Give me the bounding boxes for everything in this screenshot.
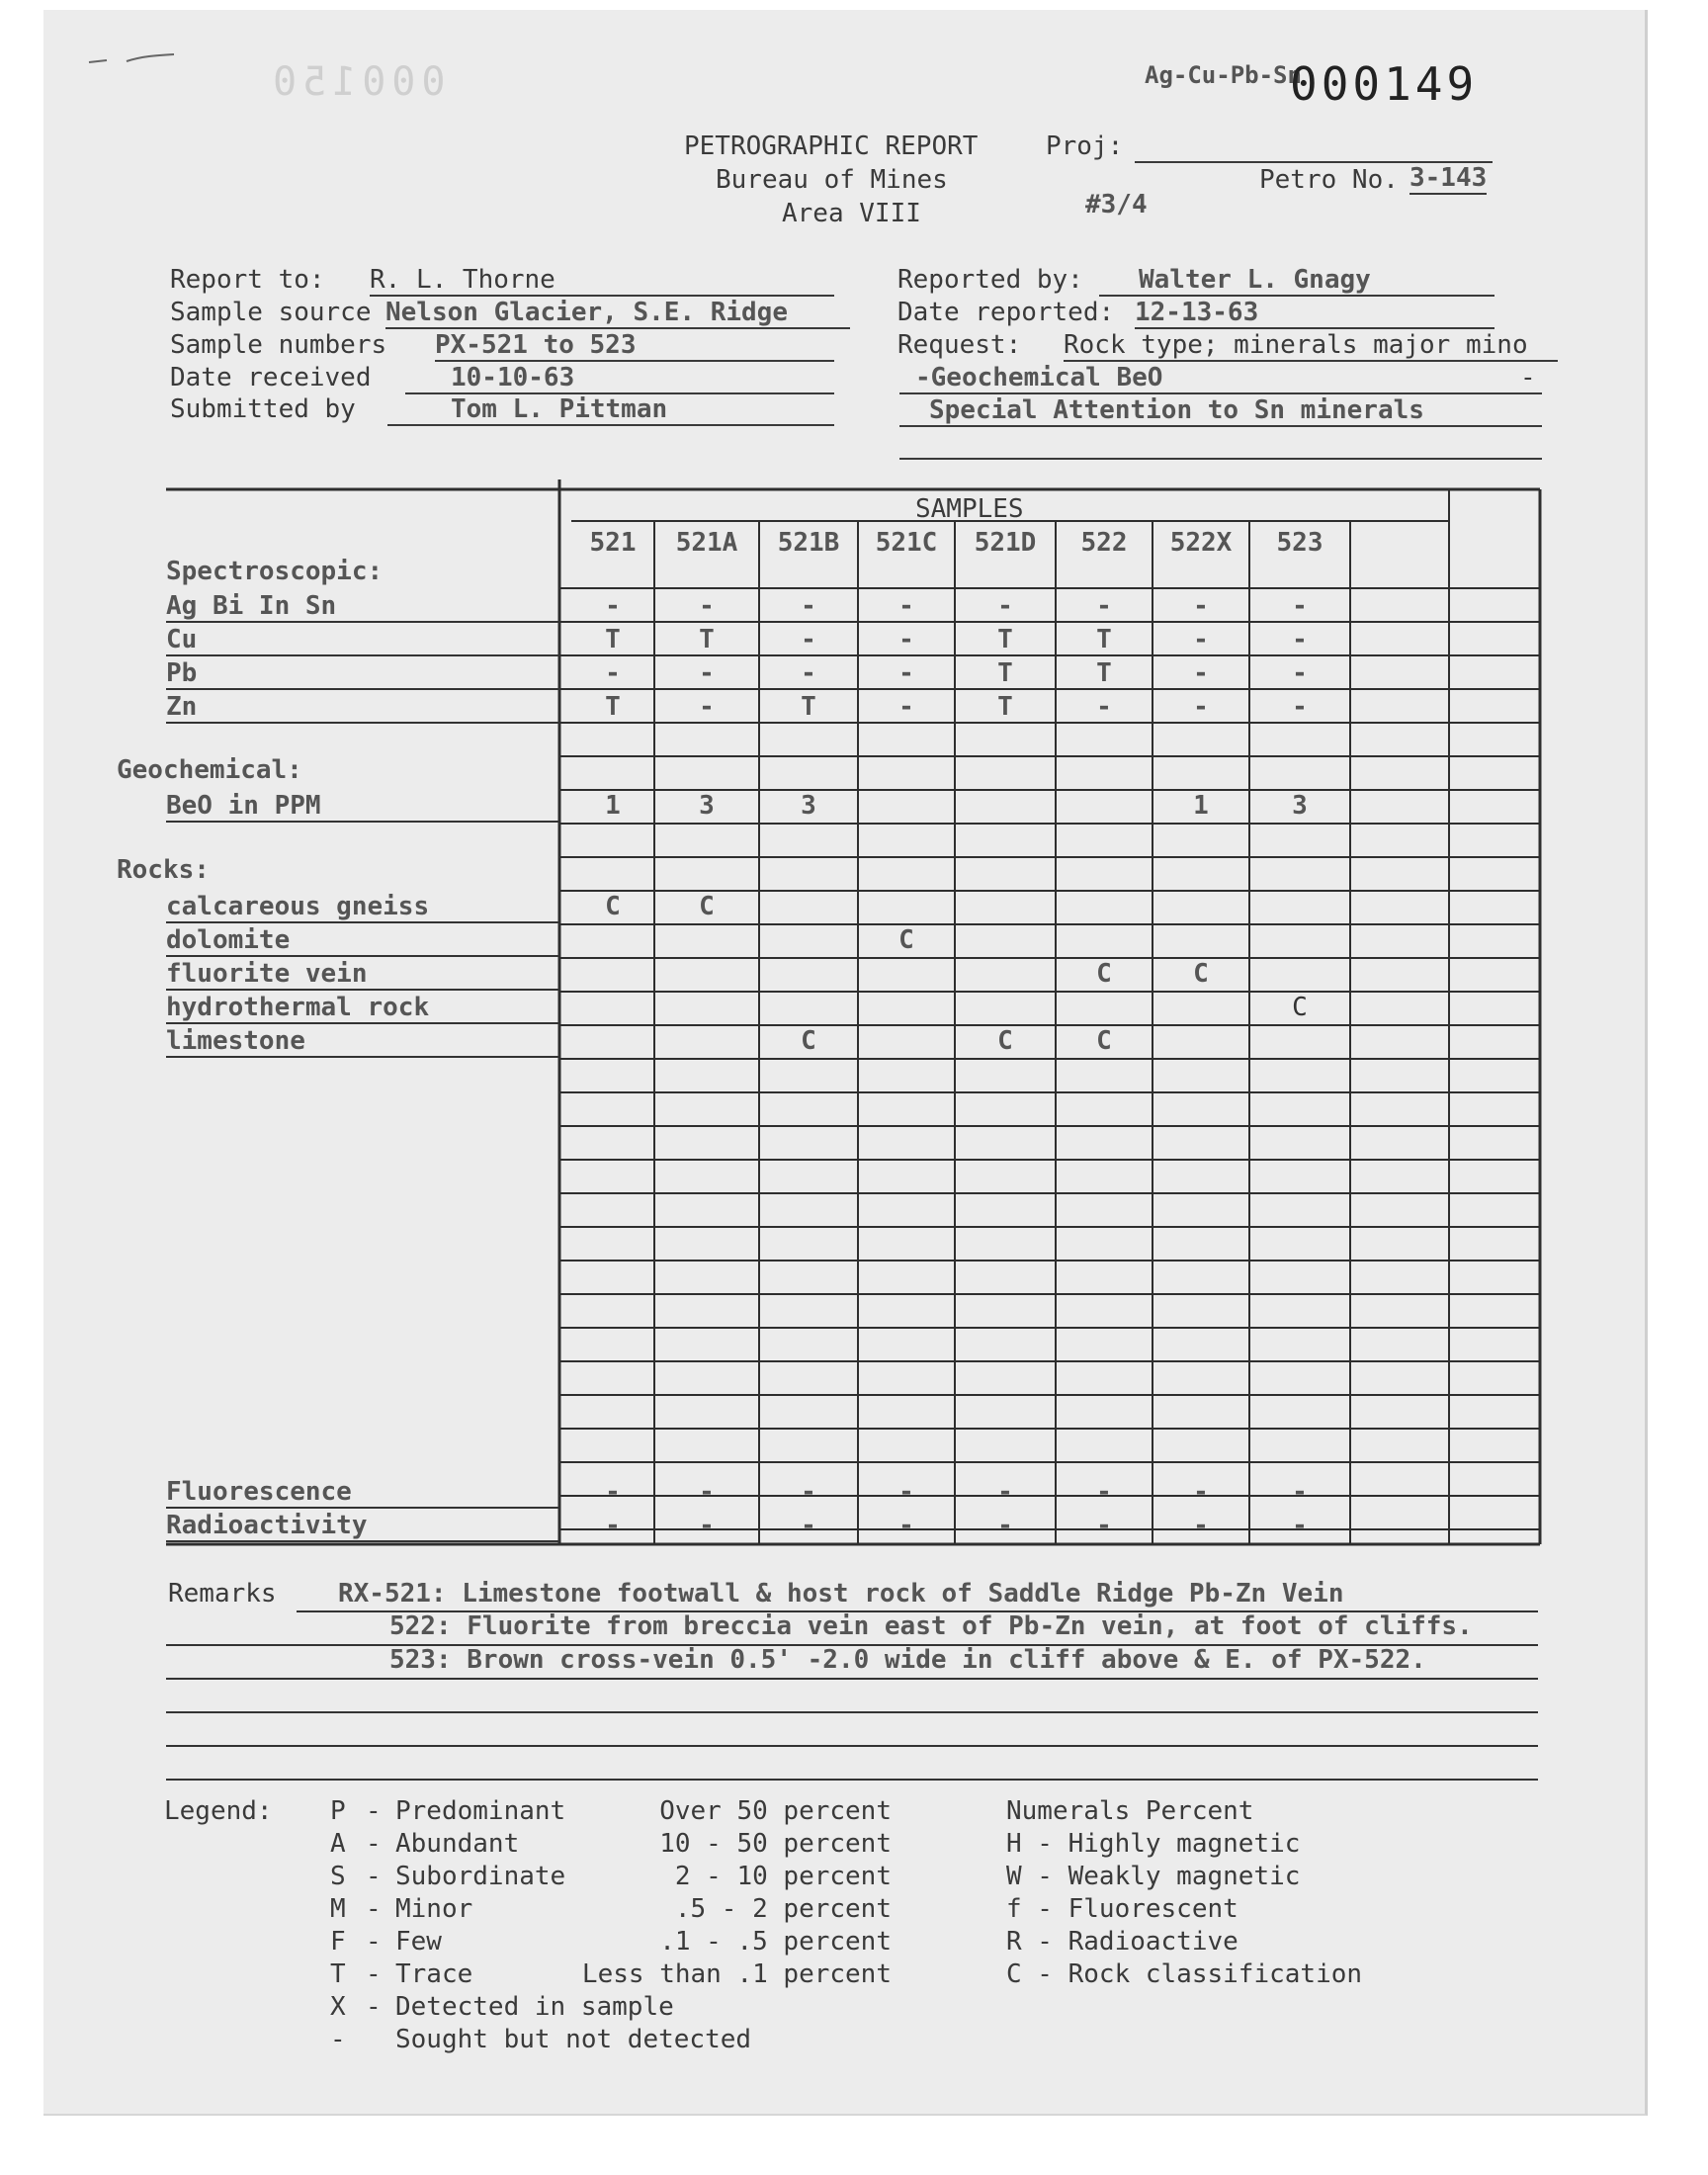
column-header-521D: 521D (974, 528, 1037, 558)
legend-description: Detected in sample (395, 1992, 674, 2022)
table-cell: - (1193, 658, 1209, 688)
legend-key-item: f - Fluorescent (1006, 1894, 1238, 1924)
row-label: BeO in PPM (166, 791, 321, 821)
table-cell: T (1096, 658, 1112, 688)
table-cell: - (1193, 1511, 1209, 1540)
legend-key-item: W - Weakly magnetic (1006, 1862, 1301, 1891)
sheet-number: #3/4 (1085, 190, 1148, 219)
legend-key-item: Numerals Percent (1006, 1796, 1254, 1826)
row-label: calcareous gneiss (166, 892, 430, 921)
row-rule (166, 989, 559, 991)
legend-description: Predominant (395, 1796, 566, 1826)
table-cell: - (801, 625, 816, 654)
table-cell: - (997, 1477, 1013, 1507)
faint-number: 000150 (267, 59, 446, 105)
table-cell: - (1292, 591, 1308, 621)
legend-description: Trace (395, 1959, 473, 1989)
table-cell: - (605, 591, 621, 621)
table-cell: C (1096, 959, 1112, 989)
table-cell: - (898, 1511, 914, 1540)
submitted-by-value: Tom L. Pittman (387, 394, 834, 426)
table-cell: - (898, 1477, 914, 1507)
table-cell: 3 (1292, 791, 1308, 821)
table-cell: - (605, 658, 621, 688)
rocks-heading: Rocks: (117, 855, 210, 885)
legend-dash: - (366, 1829, 382, 1859)
table-cell: - (801, 1511, 816, 1540)
report-to-value: R. L. Thorne (370, 265, 834, 297)
legend-description: Subordinate (395, 1862, 566, 1891)
table-cell: - (1096, 692, 1112, 722)
bureau-line: Bureau of Mines (716, 165, 948, 195)
row-label: fluorite vein (166, 959, 368, 989)
row-label: Cu (166, 625, 198, 654)
legend-range: .1 - .5 percent (659, 1927, 892, 1957)
table-cell: T (997, 625, 1013, 654)
legend-dash: - (366, 1959, 382, 1989)
row-label: hydrothermal rock (166, 993, 430, 1022)
remark-line-1: RX-521: Limestone footwall & host rock of Saddle Ridge Pb-Zn Vein (338, 1579, 1344, 1609)
legend-label: Legend: (164, 1796, 273, 1826)
table-cell: - (1096, 591, 1112, 621)
table-cell: - (898, 692, 914, 722)
table-cell: T (605, 692, 621, 722)
table-cell: 1 (1193, 791, 1209, 821)
legend-dash: - (366, 1796, 382, 1826)
row-label: Ag Bi In Sn (166, 591, 337, 621)
table-cell: C (1096, 1026, 1112, 1056)
column-header-521C: 521C (875, 528, 938, 558)
request-line-2-tail: - (1520, 363, 1536, 392)
table-cell: - (699, 1511, 715, 1540)
row-rule (166, 921, 559, 923)
samples-header: SAMPLES (915, 494, 1024, 524)
table-cell: - (605, 1511, 621, 1540)
row-rule (166, 722, 559, 724)
date-received-label: Date received (170, 363, 372, 392)
table-cell: - (898, 591, 914, 621)
table-cell: - (699, 1477, 715, 1507)
column-header-521A: 521A (675, 528, 738, 558)
request-line-4 (899, 430, 1542, 460)
table-cell: T (997, 692, 1013, 722)
request-line-1: Rock type; minerals major mino (1064, 330, 1558, 362)
legend-code: T (330, 1959, 346, 1989)
corner-scribble (87, 51, 176, 61)
table-cell: - (1292, 1511, 1308, 1540)
table-cell: - (699, 658, 715, 688)
table-cell: 3 (801, 791, 816, 821)
table-cell: - (1292, 692, 1308, 722)
row-rule (166, 654, 559, 656)
legend-code: P (330, 1796, 346, 1826)
submitted-by-label: Submitted by (170, 394, 356, 424)
sample-table-grid (0, 465, 1708, 1651)
table-cell: 1 (605, 791, 621, 821)
petro-label: Petro No. (1259, 165, 1399, 195)
table-cell: C (1292, 993, 1308, 1022)
row-rule (166, 1507, 559, 1509)
proj-label: Proj: (1046, 131, 1124, 161)
table-cell: T (699, 625, 715, 654)
row-label: Zn (166, 692, 198, 722)
table-cell: - (801, 591, 816, 621)
legend-dash: - (366, 1992, 382, 2022)
request-line-2: -Geochemical BeO (899, 363, 1542, 394)
legend-range: 10 - 50 percent (659, 1829, 892, 1859)
request-line-3: Special Attention to Sn minerals (899, 395, 1542, 427)
legend-range: .5 - 2 percent (674, 1894, 892, 1924)
reported-by-value: Walter L. Gnagy (1099, 265, 1494, 297)
legend-dash: - (366, 1894, 382, 1924)
table-cell: - (1193, 591, 1209, 621)
table-cell: - (997, 591, 1013, 621)
table-cell: 3 (699, 791, 715, 821)
table-cell: - (1292, 625, 1308, 654)
stamp-number: 000149 (1290, 57, 1479, 111)
sample-source-label: Sample source (170, 298, 372, 327)
legend-key-item: R - Radioactive (1006, 1927, 1238, 1957)
legend-range: Less than .1 percent (581, 1959, 892, 1989)
legend-key-item: H - Highly magnetic (1006, 1829, 1301, 1859)
legend-dash: - (366, 1927, 382, 1957)
table-cell: C (997, 1026, 1013, 1056)
row-rule (166, 1540, 559, 1542)
legend-description: Abundant (395, 1829, 520, 1859)
table-cell: - (1292, 1477, 1308, 1507)
legend-description: Sought but not detected (395, 2025, 752, 2054)
row-label: Pb (166, 658, 198, 688)
table-cell: - (1193, 692, 1209, 722)
date-received-value: 10-10-63 (405, 363, 834, 394)
table-cell: - (1292, 658, 1308, 688)
table-cell: - (1096, 1511, 1112, 1540)
column-header-523: 523 (1276, 528, 1324, 558)
legend-range: Over 50 percent (659, 1796, 892, 1826)
area-line: Area VIII (782, 199, 921, 228)
table-cell: - (898, 625, 914, 654)
table-cell: - (801, 1477, 816, 1507)
geochemical-heading: Geochemical: (117, 755, 302, 785)
report-to-label: Report to: (170, 265, 325, 295)
reported-by-label: Reported by: (897, 265, 1083, 295)
legend-code: - (330, 2025, 346, 2054)
table-cell: - (699, 591, 715, 621)
row-rule (166, 1022, 559, 1024)
table-cell: T (801, 692, 816, 722)
row-rule (166, 1056, 559, 1058)
row-rule (166, 821, 559, 823)
column-header-521: 521 (589, 528, 637, 558)
legend-description: Minor (395, 1894, 473, 1924)
request-label: Request: (897, 330, 1022, 360)
table-cell: T (1096, 625, 1112, 654)
row-label: dolomite (166, 925, 291, 955)
legend-range: 2 - 10 percent (674, 1862, 892, 1891)
proj-field (1135, 131, 1493, 163)
table-cell: C (605, 892, 621, 921)
date-reported-label: Date reported: (897, 298, 1115, 327)
legend-code: S (330, 1862, 346, 1891)
petro-number: 3-143 (1409, 163, 1488, 193)
row-label: limestone (166, 1026, 305, 1056)
row-label: Radioactivity (166, 1511, 368, 1540)
tag-line: Ag-Cu-Pb-Sn (1145, 61, 1302, 89)
row-rule (166, 955, 559, 957)
legend-description: Few (395, 1927, 442, 1957)
legend-key-item: C - Rock classification (1006, 1959, 1363, 1989)
table-cell: - (1193, 1477, 1209, 1507)
legend-code: X (330, 1992, 346, 2022)
remark-line-3: 523: Brown cross-vein 0.5' -2.0 wide in cliff above & E. of PX-522. (389, 1645, 1426, 1675)
remarks-rules (0, 1582, 1708, 1799)
table-cell: T (997, 658, 1013, 688)
sample-numbers-label: Sample numbers (170, 330, 387, 360)
legend-dash: - (366, 1862, 382, 1891)
table-cell: C (898, 925, 914, 955)
legend-code: F (330, 1927, 346, 1957)
table-cell: - (605, 1477, 621, 1507)
legend-code: M (330, 1894, 346, 1924)
sample-numbers-value: PX-521 to 523 (435, 330, 834, 362)
table-cell: - (699, 692, 715, 722)
spectroscopic-heading: Spectroscopic: (166, 557, 384, 586)
date-reported-value: 12-13-63 (1135, 298, 1494, 329)
row-rule (166, 621, 559, 623)
table-cell: - (997, 1511, 1013, 1540)
table-cell: - (1096, 1477, 1112, 1507)
report-title: PETROGRAPHIC REPORT (684, 131, 979, 161)
sample-source-value: Nelson Glacier, S.E. Ridge (385, 298, 850, 329)
column-header-522: 522 (1080, 528, 1128, 558)
table-cell: - (801, 658, 816, 688)
table-cell: C (801, 1026, 816, 1056)
remark-line-2: 522: Fluorite from breccia vein east of Pb-Zn vein, at foot of cliffs. (389, 1611, 1473, 1641)
remarks-label: Remarks (168, 1579, 277, 1609)
row-rule (166, 688, 559, 690)
table-cell: C (699, 892, 715, 921)
table-cell: - (898, 658, 914, 688)
table-cell: T (605, 625, 621, 654)
row-label: Fluorescence (166, 1477, 352, 1507)
table-cell: - (1193, 625, 1209, 654)
column-header-521B: 521B (777, 528, 840, 558)
column-header-522X: 522X (1169, 528, 1233, 558)
table-cell: C (1193, 959, 1209, 989)
legend-code: A (330, 1829, 346, 1859)
